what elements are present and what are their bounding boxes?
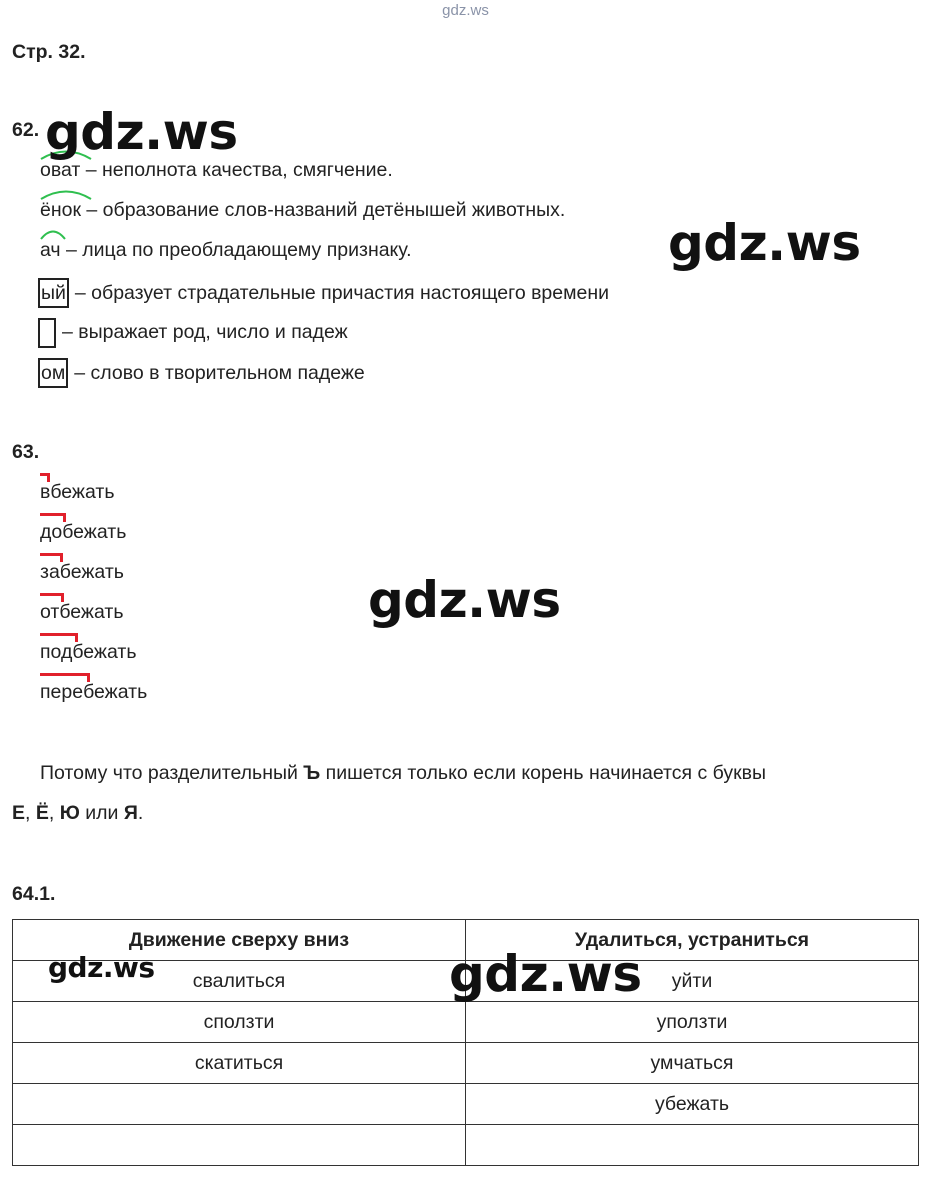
letter-yu: Ю <box>59 802 80 824</box>
suffix-yonok <box>40 198 81 222</box>
prefix-mark <box>40 600 59 624</box>
prefix-text: в <box>40 481 51 503</box>
table-row <box>13 1002 919 1043</box>
table-cell: свалиться <box>13 961 466 1002</box>
word-rest: бежать <box>62 521 127 543</box>
table-cell <box>13 1084 466 1125</box>
exercise-63-number: 63. <box>12 441 40 463</box>
line-text: – неполнота качества, смягчение. <box>85 159 393 181</box>
watermark: gdz.ws <box>48 951 155 984</box>
word-rest: бежать <box>59 601 124 623</box>
prefix-mark <box>40 680 83 704</box>
suffix-arc-icon <box>40 188 92 200</box>
separator: или <box>79 802 124 824</box>
period: . <box>137 802 144 824</box>
line-text: – выражает род, число и падеж <box>62 321 348 344</box>
watermark: gdz.ws <box>368 571 561 629</box>
table-cell: уйти <box>466 961 919 1002</box>
watermark: gdz.ws <box>668 214 861 272</box>
prefix-mark <box>40 480 50 504</box>
ex63-word-5 <box>40 640 137 664</box>
prefix-bracket-icon <box>40 513 66 522</box>
prefix-mark <box>40 520 62 544</box>
watermark: gdz.ws <box>449 945 642 1003</box>
ending-box: ый <box>38 278 69 308</box>
explanation-text: пишется только если корень начинается с буквы <box>320 762 767 784</box>
prefix-text: под <box>40 641 73 663</box>
suffix-arc-icon <box>40 228 66 240</box>
table-cell: убежать <box>466 1084 919 1125</box>
word-rest: бежать <box>83 681 148 703</box>
ex63-explanation-line-2 <box>12 801 143 825</box>
table-cell <box>13 1125 466 1166</box>
watermark: gdz.ws <box>45 103 238 161</box>
ex63-word-2 <box>40 520 126 544</box>
ex62-line-2 <box>40 198 565 222</box>
table-cell: умчаться <box>466 1043 919 1084</box>
ex63-word-4 <box>40 600 124 624</box>
line-text: – слово в творительном падеже <box>74 362 365 384</box>
prefix-mark <box>40 640 72 664</box>
letter-e: Е <box>12 802 26 824</box>
table-header: Удалиться, устраниться <box>466 920 919 961</box>
prefix-text: от <box>40 601 60 623</box>
ex63-explanation-line-1 <box>40 761 766 785</box>
hard-sign: Ъ <box>303 762 321 784</box>
empty-ending-box <box>38 318 56 348</box>
ex63-word-6 <box>40 680 147 704</box>
table-cell <box>466 1125 919 1166</box>
ex62-line-5 <box>38 318 348 348</box>
prefix-text: до <box>40 521 63 543</box>
prefix-bracket-icon <box>40 473 50 482</box>
ex62-line-3 <box>40 238 412 262</box>
top-watermark: gdz.ws <box>442 2 489 19</box>
letter-ya: Я <box>123 802 138 824</box>
morpheme-text: оват <box>40 159 81 181</box>
table-row <box>13 1084 919 1125</box>
ex62-line-6 <box>38 358 365 388</box>
exercise-64-1-number: 64.1. <box>12 883 56 905</box>
prefix-mark <box>40 560 60 584</box>
word-rest: бежать <box>72 641 137 663</box>
prefix-bracket-icon <box>40 553 63 562</box>
suffix-ach <box>40 238 61 262</box>
table-cell: уползти <box>466 1002 919 1043</box>
prefix-bracket-icon <box>40 633 78 642</box>
table-header: Движение сверху вниз <box>13 920 466 961</box>
page-title: Стр. 32. <box>12 41 86 63</box>
letter-yo: Ё <box>35 802 49 824</box>
prefix-text: за <box>40 561 60 583</box>
line-text: – лица по преобладающему признаку. <box>66 239 412 261</box>
prefix-bracket-icon <box>40 593 64 602</box>
ex62-line-4 <box>38 278 609 308</box>
table-cell: скатиться <box>13 1043 466 1084</box>
separator: , <box>48 802 60 824</box>
word-rest: бежать <box>50 481 115 503</box>
ending-box: ом <box>38 358 68 388</box>
table-cell: сползти <box>13 1002 466 1043</box>
explanation-text: Потому что разделительный <box>40 762 304 784</box>
line-text: – образует страдательные причастия настоящего времени <box>74 282 610 304</box>
prefix-text: пере <box>40 681 84 703</box>
suffix-ovat <box>40 158 80 182</box>
exercise-62-number: 62. <box>12 119 40 141</box>
table-row <box>13 1125 919 1166</box>
table-row <box>13 1043 919 1084</box>
ex62-line-1 <box>40 158 393 182</box>
morpheme-text: ач <box>40 239 61 261</box>
ex63-word-1 <box>40 480 115 504</box>
ex63-word-3 <box>40 560 124 584</box>
word-rest: бежать <box>59 561 124 583</box>
line-text: – образование слов-названий детёнышей животных. <box>86 199 566 221</box>
prefix-bracket-icon <box>40 673 90 682</box>
separator: , <box>25 802 36 824</box>
morpheme-text: ёнок <box>40 199 81 221</box>
